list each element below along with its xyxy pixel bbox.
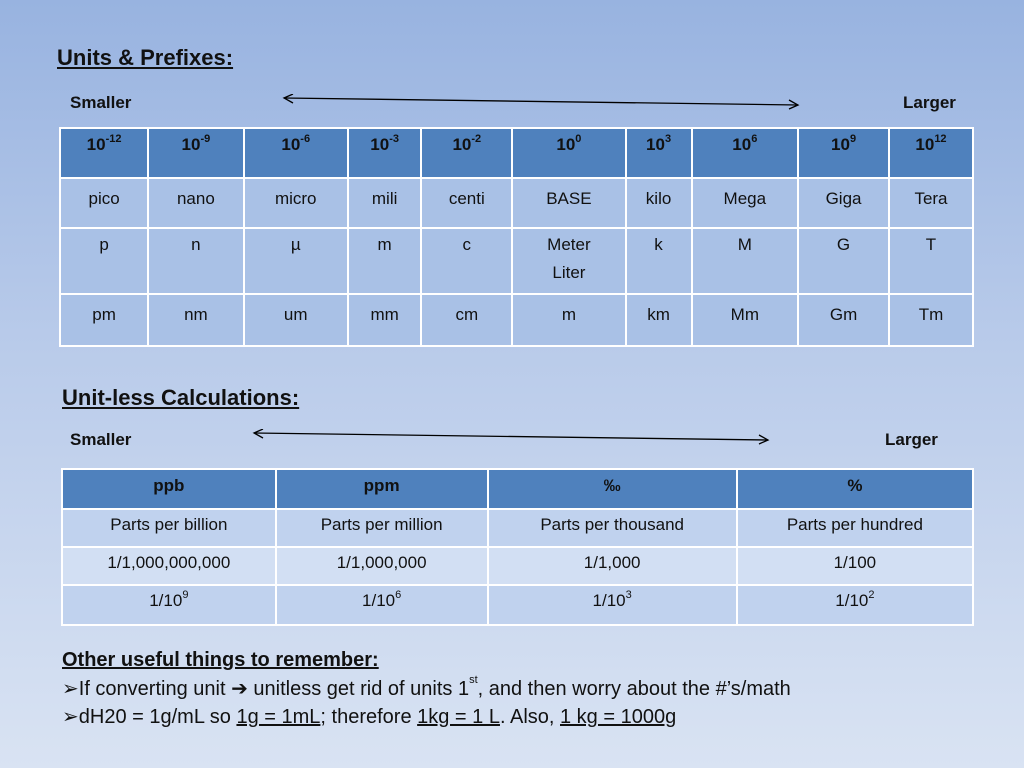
symbol-cell: T — [889, 228, 973, 294]
table-row — [60, 228, 973, 294]
power-cell: $10^0$ — [512, 128, 625, 178]
power-cell: $10^{-6}$ — [244, 128, 348, 178]
symbol-cell: m — [348, 228, 422, 294]
prefix-cell: micro — [244, 178, 348, 228]
symbol-cell: M — [692, 228, 799, 294]
power-fraction-cell: $1/10^3$ — [488, 585, 737, 625]
header-cell: ‰ — [488, 469, 737, 509]
prefix-cell: Giga — [798, 178, 889, 228]
example-cell: pm — [60, 294, 148, 346]
table-row — [62, 509, 973, 547]
name-cell: Parts per billion — [62, 509, 276, 547]
power-cell: $10^6$ — [692, 128, 799, 178]
larger-label: Larger — [903, 93, 956, 112]
example-cell: nm — [148, 294, 243, 346]
header-cell: % — [737, 469, 973, 509]
table-row — [62, 469, 973, 509]
power-fraction-cell: $1/10^9$ — [62, 585, 276, 625]
fraction-cell: 1/1,000,000,000 — [62, 547, 276, 585]
units-prefixes-heading: Units & Prefixes: — [57, 45, 234, 70]
power-cell: $10^{12}$ — [889, 128, 973, 178]
table-row — [62, 547, 973, 585]
table-row — [60, 178, 973, 228]
prefix-cell: nano — [148, 178, 243, 228]
bullet-arrow-icon: ➢ — [62, 706, 79, 728]
notes-heading: Other useful things to remember: — [62, 649, 379, 671]
example-cell: um — [244, 294, 348, 346]
note-line-2: ➢dH20 = 1g/mL so 1g = 1mL; therefore 1kg = 1 L. Also, 1 kg = 1000g — [62, 706, 677, 728]
right-arrow-icon: ➔ — [231, 678, 248, 700]
name-cell: Parts per million — [276, 509, 488, 547]
prefix-cell: Tera — [889, 178, 973, 228]
prefix-cell: pico — [60, 178, 148, 228]
example-cell: cm — [421, 294, 512, 346]
prefix-cell: Mega — [692, 178, 799, 228]
power-fraction-cell: $1/10^2$ — [737, 585, 973, 625]
prefix-cell: centi — [421, 178, 512, 228]
symbol-cell: n — [148, 228, 243, 294]
power-cell: $10^3$ — [626, 128, 692, 178]
symbol-cell: µ — [244, 228, 348, 294]
fraction-cell: 1/1,000,000 — [276, 547, 488, 585]
smaller-label: Smaller — [70, 93, 132, 112]
larger-label: Larger — [885, 430, 938, 449]
smaller-label: Smaller — [70, 430, 132, 449]
double-arrow-icon — [280, 94, 802, 110]
symbol-cell: c — [421, 228, 512, 294]
prefix-table — [59, 127, 974, 347]
symbol-cell — [512, 228, 625, 294]
example-cell: mm — [348, 294, 422, 346]
name-cell: Parts per thousand — [488, 509, 737, 547]
example-cell: m — [512, 294, 625, 346]
prefix-cell: BASE — [512, 178, 625, 228]
power-cell: $10^9$ — [798, 128, 889, 178]
symbol-cell: p — [60, 228, 148, 294]
power-cell: $10^{-3}$ — [348, 128, 422, 178]
symbol-liter: Liter — [552, 263, 586, 282]
note-line-1: ➢If converting unit ➔ unitless get rid of units 1st, and then worry about the #’s/math — [62, 674, 791, 700]
power-cell: $10^{-12}$ — [60, 128, 148, 178]
symbol-cell: k — [626, 228, 692, 294]
example-cell: Tm — [889, 294, 973, 346]
unitless-table — [61, 468, 974, 626]
fraction-cell: 1/100 — [737, 547, 973, 585]
header-cell: ppm — [276, 469, 488, 509]
table-row — [60, 294, 973, 346]
power-fraction-cell: $1/10^6$ — [276, 585, 488, 625]
prefix-cell: mili — [348, 178, 422, 228]
name-cell: Parts per hundred — [737, 509, 973, 547]
power-cell: $10^{-9}$ — [148, 128, 243, 178]
unitless-calculations-heading: Unit-less Calculations: — [62, 385, 300, 410]
bullet-arrow-icon: ➢ — [62, 678, 79, 700]
header-cell: ppb — [62, 469, 276, 509]
double-arrow-icon — [250, 429, 772, 445]
table-row — [60, 128, 973, 178]
power-cell: $10^{-2}$ — [421, 128, 512, 178]
symbol-meter: Meter — [547, 235, 591, 254]
example-cell: Mm — [692, 294, 799, 346]
example-cell: Gm — [798, 294, 889, 346]
symbol-cell: G — [798, 228, 889, 294]
example-cell: km — [626, 294, 692, 346]
fraction-cell: 1/1,000 — [488, 547, 737, 585]
prefix-cell: kilo — [626, 178, 692, 228]
table-row — [62, 585, 973, 625]
